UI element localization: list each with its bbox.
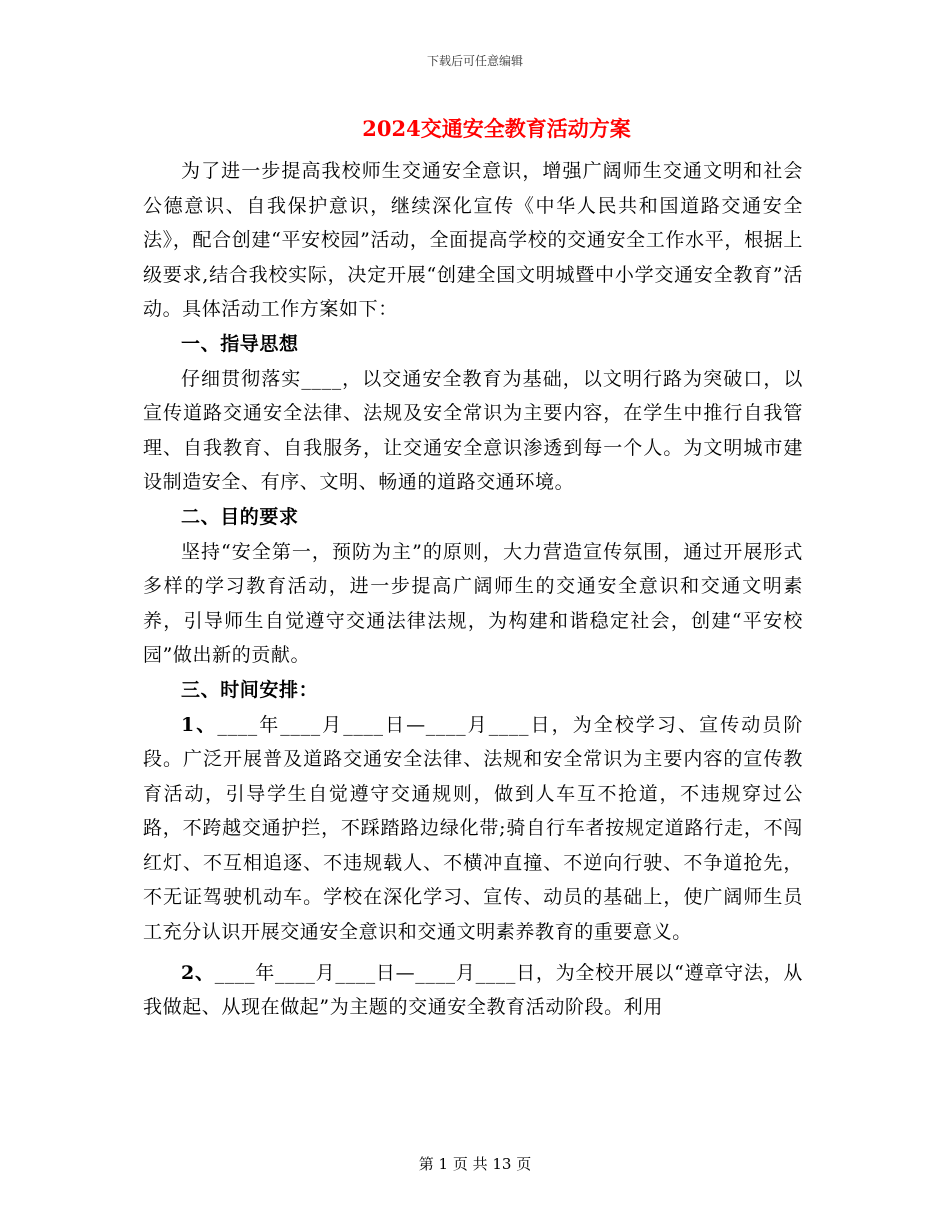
schedule-item xyxy=(143,956,803,1025)
schedule-item-text: ____年____月____日—____月____日，为全校学习、宣传动员阶段。广泛开展普及道路交通安全法律、法规和安全常识为主要内容的宣传教育活动，引导学生自觉遵守交通规则，做到人车互不抢道，不违规穿过公路，不跨越交通护拦，不踩踏路边绿化带;骑自行车者按规定道路行走，不闯红灯、不互相追逐、不违规载人、不横冲直撞、不逆向行驶、不争道抢先，不无证驾驶机动车。学校在深化学习、宣传、动员的基础上，使广阔师生员工充分认识开展交通安全意识和交通文明素养教育的重要意义。 xyxy=(143,713,803,944)
page-header: 下载后可任意编辑 xyxy=(426,54,523,68)
section-text-guiding-ideology: 仔细贯彻落实____，以交通安全教育为基础，以文明行路为突破口，以宣传道路交通安全法律、法规及安全常识为主要内容，在学生中推行自我管理、自我教育、自我服务，让交通安全意识渗透到每一个人。为文明城市建设制造安全、有序、文明、畅通的道路交通环境。 xyxy=(143,367,803,494)
intro-paragraph: 为了进一步提高我校师生交通安全意识，增强广阔师生交通文明和社会公德意识、自我保护意识，继续深化宣传《中华人民共和国道路交通安全法》，配合创建“平安校园”活动，全面提高学校的交通安全工作水平，根据上级要求,结合我校实际，决定开展“创建全国文明城暨中小学交通安全教育”活动。具体活动工作方案如下： xyxy=(143,160,803,321)
schedule-item xyxy=(143,708,803,950)
section-text-objectives: 坚持“安全第一，预防为主”的原则，大力营造宣传氛围，通过开展形式多样的学习教育活动，进一步提高广阔师生的交通安全意识和交通文明素养，引导师生自觉遵守交通法律法规，为构建和谐稳定社会，创建“平安校园”做出新的贡献。 xyxy=(143,540,803,667)
section-heading-schedule: 三、时间安排： xyxy=(181,678,319,701)
document-title: 2024交通安全教育活动方案 xyxy=(362,116,631,141)
schedule-item-text: ____年____月____日—____月____日，为全校开展以“遵章守法，从我做起、从现在做起”为主题的交通安全教育活动阶段。利用 xyxy=(143,961,803,1019)
document-body xyxy=(143,154,803,1025)
section-heading-guiding-ideology: 一、指导思想 xyxy=(181,332,299,355)
page-footer: 第 1 页 共 13 页 xyxy=(418,1155,532,1173)
schedule-item-number: 2、 xyxy=(181,961,215,984)
section-heading-objectives: 二、目的要求 xyxy=(181,505,299,528)
schedule-item-number: 1、 xyxy=(181,713,218,736)
